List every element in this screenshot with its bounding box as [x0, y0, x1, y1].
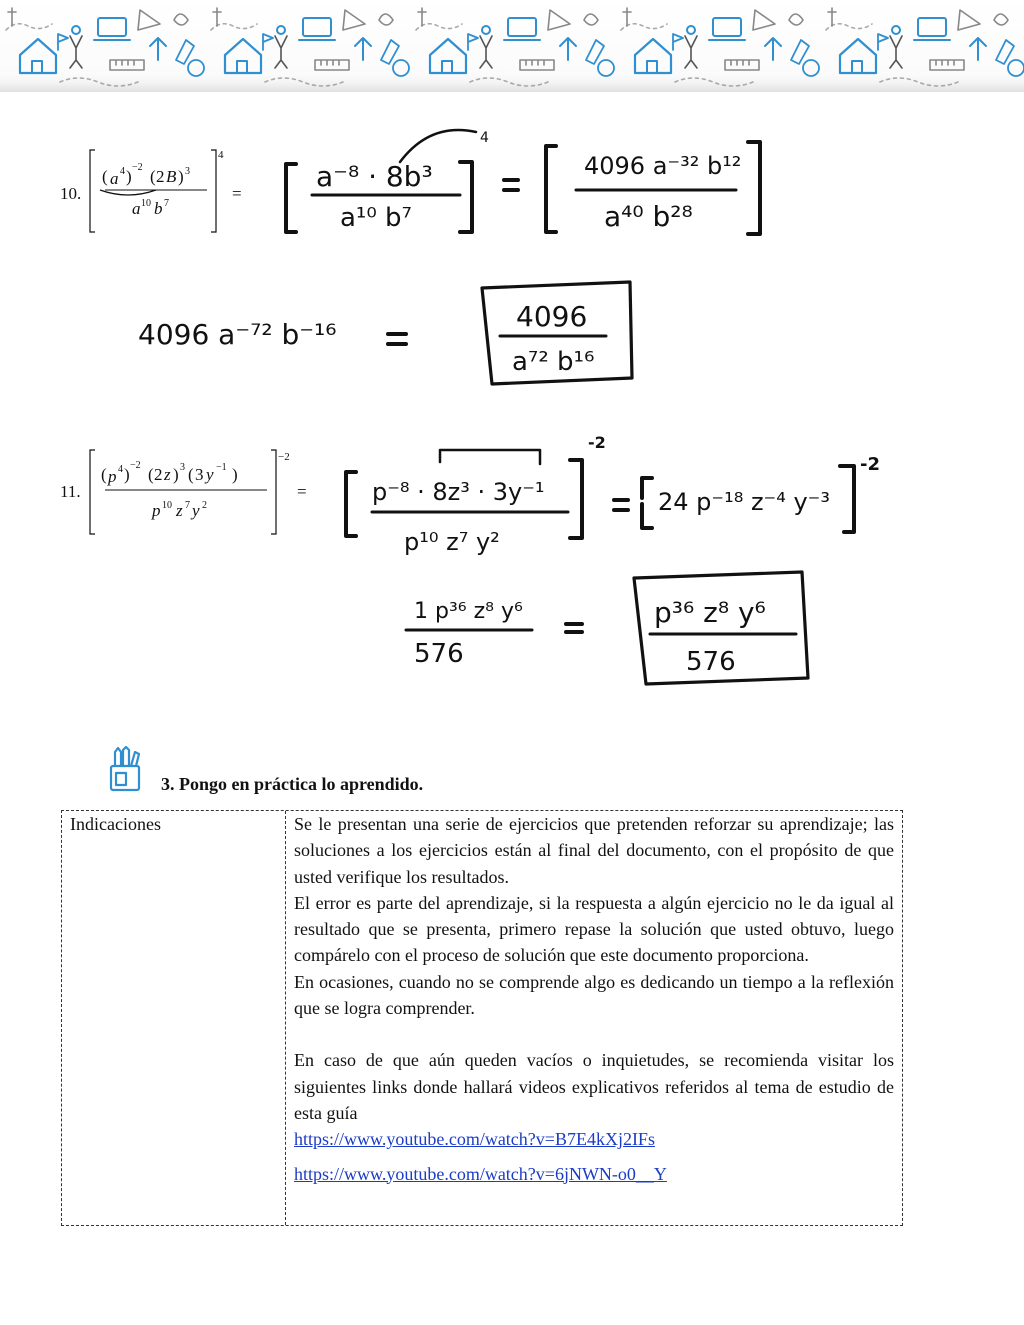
svg-text:): ): [232, 465, 238, 484]
ex10-step2-denominator: a⁴⁰ b²⁸: [604, 200, 693, 233]
table-body: [294, 811, 894, 1187]
svg-text:−2: −2: [278, 451, 290, 463]
ex11-step3-numerator: 1 p³⁶ z⁸ y⁶: [414, 599, 523, 624]
youtube-link-2[interactable]: https://www.youtube.com/watch?v=6jNWN-o0__Y: [294, 1163, 667, 1184]
svg-text:z: z: [176, 501, 183, 520]
ex10-answer-denominator: a⁷² b¹⁶: [512, 347, 595, 377]
svg-text:4: 4: [218, 149, 224, 161]
exercise-10-expression: [88, 146, 238, 238]
paragraph-2: El error es parte del aprendizaje, si la respuesta a algún ejercicio no le da igual al resultado que se presenta, primero repase la solución que usted obtuvo, luego compárelo con el proceso de solución que este documento proporciona.: [294, 892, 894, 966]
ex11-step2: 24 p⁻¹⁸ z⁻⁴ y⁻³: [658, 488, 830, 516]
svg-text:b: b: [154, 199, 163, 218]
svg-text:−2: −2: [132, 162, 143, 173]
exercise-10-equals: =: [232, 184, 242, 203]
svg-text:3: 3: [185, 166, 190, 177]
svg-text:−2: −2: [130, 460, 141, 471]
svg-text:): ): [124, 465, 130, 484]
paragraph-gap: [294, 1021, 894, 1047]
youtube-link-1[interactable]: https://www.youtube.com/watch?v=B7E4kXj2IFs: [294, 1129, 655, 1150]
svg-text:): ): [173, 465, 179, 484]
exercise-11-number: 11.: [60, 482, 81, 501]
svg-text:y: y: [206, 465, 214, 484]
svg-text:B: B: [166, 167, 177, 186]
svg-text:(: (: [148, 465, 154, 484]
paragraph-1: Se le presentan una serie de ejercicios que pretenden reforzar su aprendizaje; las soluciones a los ejercicios están al final del documento, con el propósito de que usted verifique los resultados.: [294, 814, 894, 887]
svg-text:4: 4: [120, 166, 125, 177]
exercise-11-equals: =: [297, 482, 307, 501]
ex10-step1-denominator: a¹⁰ b⁷: [340, 203, 412, 233]
ex10-answer-numerator: 4096: [516, 300, 588, 333]
svg-text:y: y: [192, 501, 200, 520]
paragraph-4: En caso de que aún queden vacíos o inquietudes, se recomienda visitar los siguientes links donde hallará videos explicativos referidos al tema de estudio de esta guía: [294, 1050, 894, 1123]
svg-text:2: 2: [156, 167, 165, 186]
svg-text:−1: −1: [216, 462, 227, 473]
svg-text:z: z: [164, 465, 171, 484]
svg-text:): ): [126, 167, 132, 186]
svg-text:7: 7: [185, 500, 190, 511]
ex11-step1-numerator: p⁻⁸ · 8z³ · 3y⁻¹: [372, 478, 545, 506]
section-title: 3. Pongo en práctica lo aprendido.: [161, 774, 424, 794]
svg-text:(: (: [188, 465, 194, 484]
ex11-step1-power: -2: [588, 433, 606, 452]
svg-text:7: 7: [164, 198, 169, 209]
header-banner: [0, 0, 1024, 92]
svg-text:p: p: [152, 501, 161, 520]
svg-text:(: (: [101, 465, 107, 484]
svg-text:): ): [178, 167, 184, 186]
ex11-step3-denominator: 576: [414, 639, 464, 669]
svg-text:(: (: [150, 167, 156, 186]
ex10-step2-numerator: 4096 a⁻³² b¹²: [584, 152, 742, 180]
paragraph-3: En ocasiones, cuando no se comprende algo es dedicando un tiempo a la reflexión que se logra comprender.: [294, 971, 894, 1019]
instructions-table: [61, 810, 903, 1226]
svg-text:4: 4: [118, 464, 123, 475]
svg-text:(: (: [102, 167, 108, 186]
ex10-step1-numerator: a⁻⁸ · 8b³: [316, 160, 433, 193]
ex10-step3: 4096 a⁻⁷² b⁻¹⁶: [138, 318, 337, 351]
exercise-11-expression: [88, 446, 298, 538]
svg-text:a: a: [132, 199, 141, 218]
svg-text:10: 10: [162, 500, 172, 511]
ex11-step1-denominator: p¹⁰ z⁷ y²: [404, 528, 500, 556]
svg-text:2: 2: [202, 500, 207, 511]
svg-text:10: 10: [141, 198, 151, 209]
svg-text:p: p: [108, 467, 117, 486]
svg-text:2: 2: [154, 465, 163, 484]
ex11-answer-numerator: p³⁶ z⁸ y⁶: [654, 596, 766, 629]
svg-text:3: 3: [180, 462, 185, 473]
table-divider: [285, 811, 286, 1225]
ex11-answer-denominator: 576: [686, 647, 736, 677]
svg-text:3: 3: [195, 465, 204, 484]
pencil-cup-icon: [108, 746, 142, 792]
ex11-step2-power: -2: [860, 454, 880, 475]
svg-text:a: a: [110, 169, 119, 188]
exercise-10-number: 10.: [60, 184, 82, 203]
ex10-step1-power: 4: [480, 130, 489, 146]
table-label: Indicaciones: [70, 814, 161, 834]
school-doodle-pattern: [0, 0, 1024, 92]
